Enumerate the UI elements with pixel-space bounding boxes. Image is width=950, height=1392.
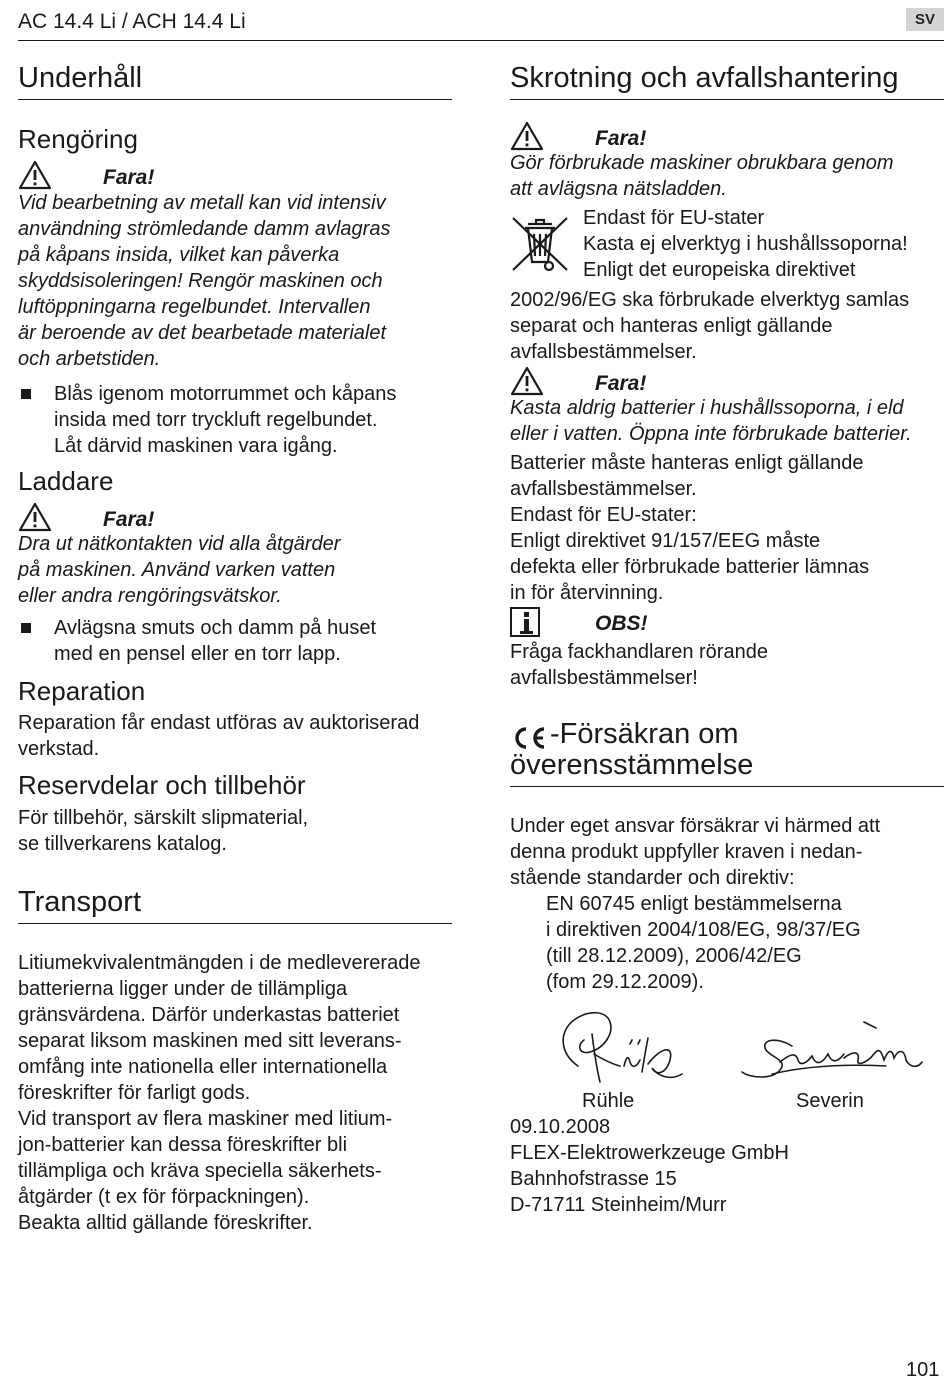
bullet-square-icon <box>21 623 31 633</box>
signatory-name-severin: Severin <box>796 1090 864 1112</box>
section-divider <box>510 786 944 787</box>
subheading-laddare: Laddare <box>18 466 114 496</box>
paragraph-reservdelar: För tillbehör, särskilt slipmaterial, se tillverkarens katalog. <box>18 807 309 855</box>
page-number: 101 <box>906 1359 940 1381</box>
header-divider <box>18 40 944 41</box>
warning-skrotning-batterier <box>510 366 810 398</box>
warning-triangle-icon <box>510 366 544 396</box>
note-text: Fråga fackhandlaren rörande avfallsbestämmelser! <box>510 641 768 689</box>
warning-text-laddare: Dra ut nätkontakten vid alla åtgärder på maskinen. Använd varken vatten eller andra rengöringsvätskor. <box>18 533 341 607</box>
note-label: OBS! <box>595 612 648 635</box>
signatory-name-ruhle: Rühle <box>582 1090 635 1112</box>
warning-label: Fara! <box>103 166 155 189</box>
paragraph-reparation: Reparation får endast utföras av auktoriserad verkstad. <box>18 712 420 760</box>
warning-label: Fara! <box>595 372 647 395</box>
warning-triangle-icon <box>18 502 52 532</box>
signature-ruhle <box>548 1004 688 1090</box>
section-divider <box>18 99 452 100</box>
warning-laddare <box>18 502 318 534</box>
crossed-out-wheelie-bin-icon <box>510 210 570 276</box>
section-heading-conformity: -Försäkran om <box>550 718 739 750</box>
subheading-reservdelar: Reservdelar och tillbehör <box>18 770 306 800</box>
section-heading-conformity-line2: överensstämmelse <box>510 749 754 781</box>
warning-text-skrotning-batterier: Kasta aldrig batterier i hushållssoporna, i eld eller i vatten. Öppna inte förbrukade batterier. <box>510 397 912 445</box>
paragraph-transport: Litiumekvivalentmängden i de medlevererade batterierna ligger under de tillämpliga gränsvärdena. Därför underkastas batteriet separat liksom maskinen med sitt leverans- omfång inte nationella eller internationella föreskrifter för farligt gods. Vid transport av flera maskiner med litium- jon-batterier kan dessa föreskrifter bli tillämpliga och kräva speciella säkerhets- åtgärder (t ex för förpackningen). Beakta alltid gällande föreskrifter. <box>18 952 421 1234</box>
weee-info-text: Endast för EU-stater Kasta ej elverktyg i hushållssoporna! Enligt det europeiska direktivet <box>583 207 908 281</box>
signature-severin <box>736 1014 926 1090</box>
paragraph-batterier: Batterier måste hanteras enligt gällande avfallsbestämmelser. Endast för EU-stater: Enligt direktivet 91/157/EEG måste defekta eller förbrukade batterier lämnas in för återvinning. <box>510 452 870 604</box>
language-badge: SV <box>906 8 944 31</box>
section-heading-skrotning: Skrotning och avfallshantering <box>510 62 899 94</box>
section-heading-transport: Transport <box>18 886 142 918</box>
section-divider <box>510 99 944 100</box>
bullet-square-icon <box>21 389 31 399</box>
ce-mark-icon <box>510 726 550 750</box>
warning-text-rengoring: Vid bearbetning av metall kan vid intensiv användning strömledande damm avlagras på kåpans insida, vilket kan påverka skyddsisoleringen! Rengör maskinen och luftöppningarna regelbundet. Intervallen är beroende av det bearbetade materialet och arbetstiden. <box>18 192 391 370</box>
warning-triangle-icon <box>510 121 544 151</box>
paragraph-standards: EN 60745 enligt bestämmelserna i direktiven 2004/108/EG, 98/37/EG (till 28.12.2009), 2006/42/EG (fom 29.12.2009). <box>546 893 861 993</box>
warning-triangle-icon <box>18 160 52 190</box>
subheading-reparation: Reparation <box>18 676 146 706</box>
warning-rengoring <box>18 160 318 192</box>
warning-label: Fara! <box>103 508 155 531</box>
paragraph-conformity-intro: Under eget ansvar försäkrar vi härmed att denna produkt uppfyller kraven i nedan- stående standarder och direktiv: <box>510 815 881 889</box>
company-footer: 09.10.2008 FLEX-Elektrowerkzeuge GmbH Bahnhofstrasse 15 D-71711 Steinheim/Murr <box>510 1116 789 1216</box>
info-icon <box>510 607 540 637</box>
subheading-rengoring: Rengöring <box>18 124 138 154</box>
paragraph-directive: 2002/96/EG ska förbrukade elverktyg samlas separat och hanteras enligt gällande avfallsbestämmelser. <box>510 289 910 363</box>
warning-skrotning-maskin <box>510 121 810 153</box>
section-heading-underhall: Underhåll <box>18 62 143 94</box>
document-header-title: AC 14.4 Li / ACH 14.4 Li <box>18 10 246 33</box>
warning-text-skrotning-maskin: Gör förbrukade maskiner obrukbara genom att avlägsna nätsladden. <box>510 152 894 200</box>
warning-label: Fara! <box>595 127 647 150</box>
section-divider <box>18 923 452 924</box>
